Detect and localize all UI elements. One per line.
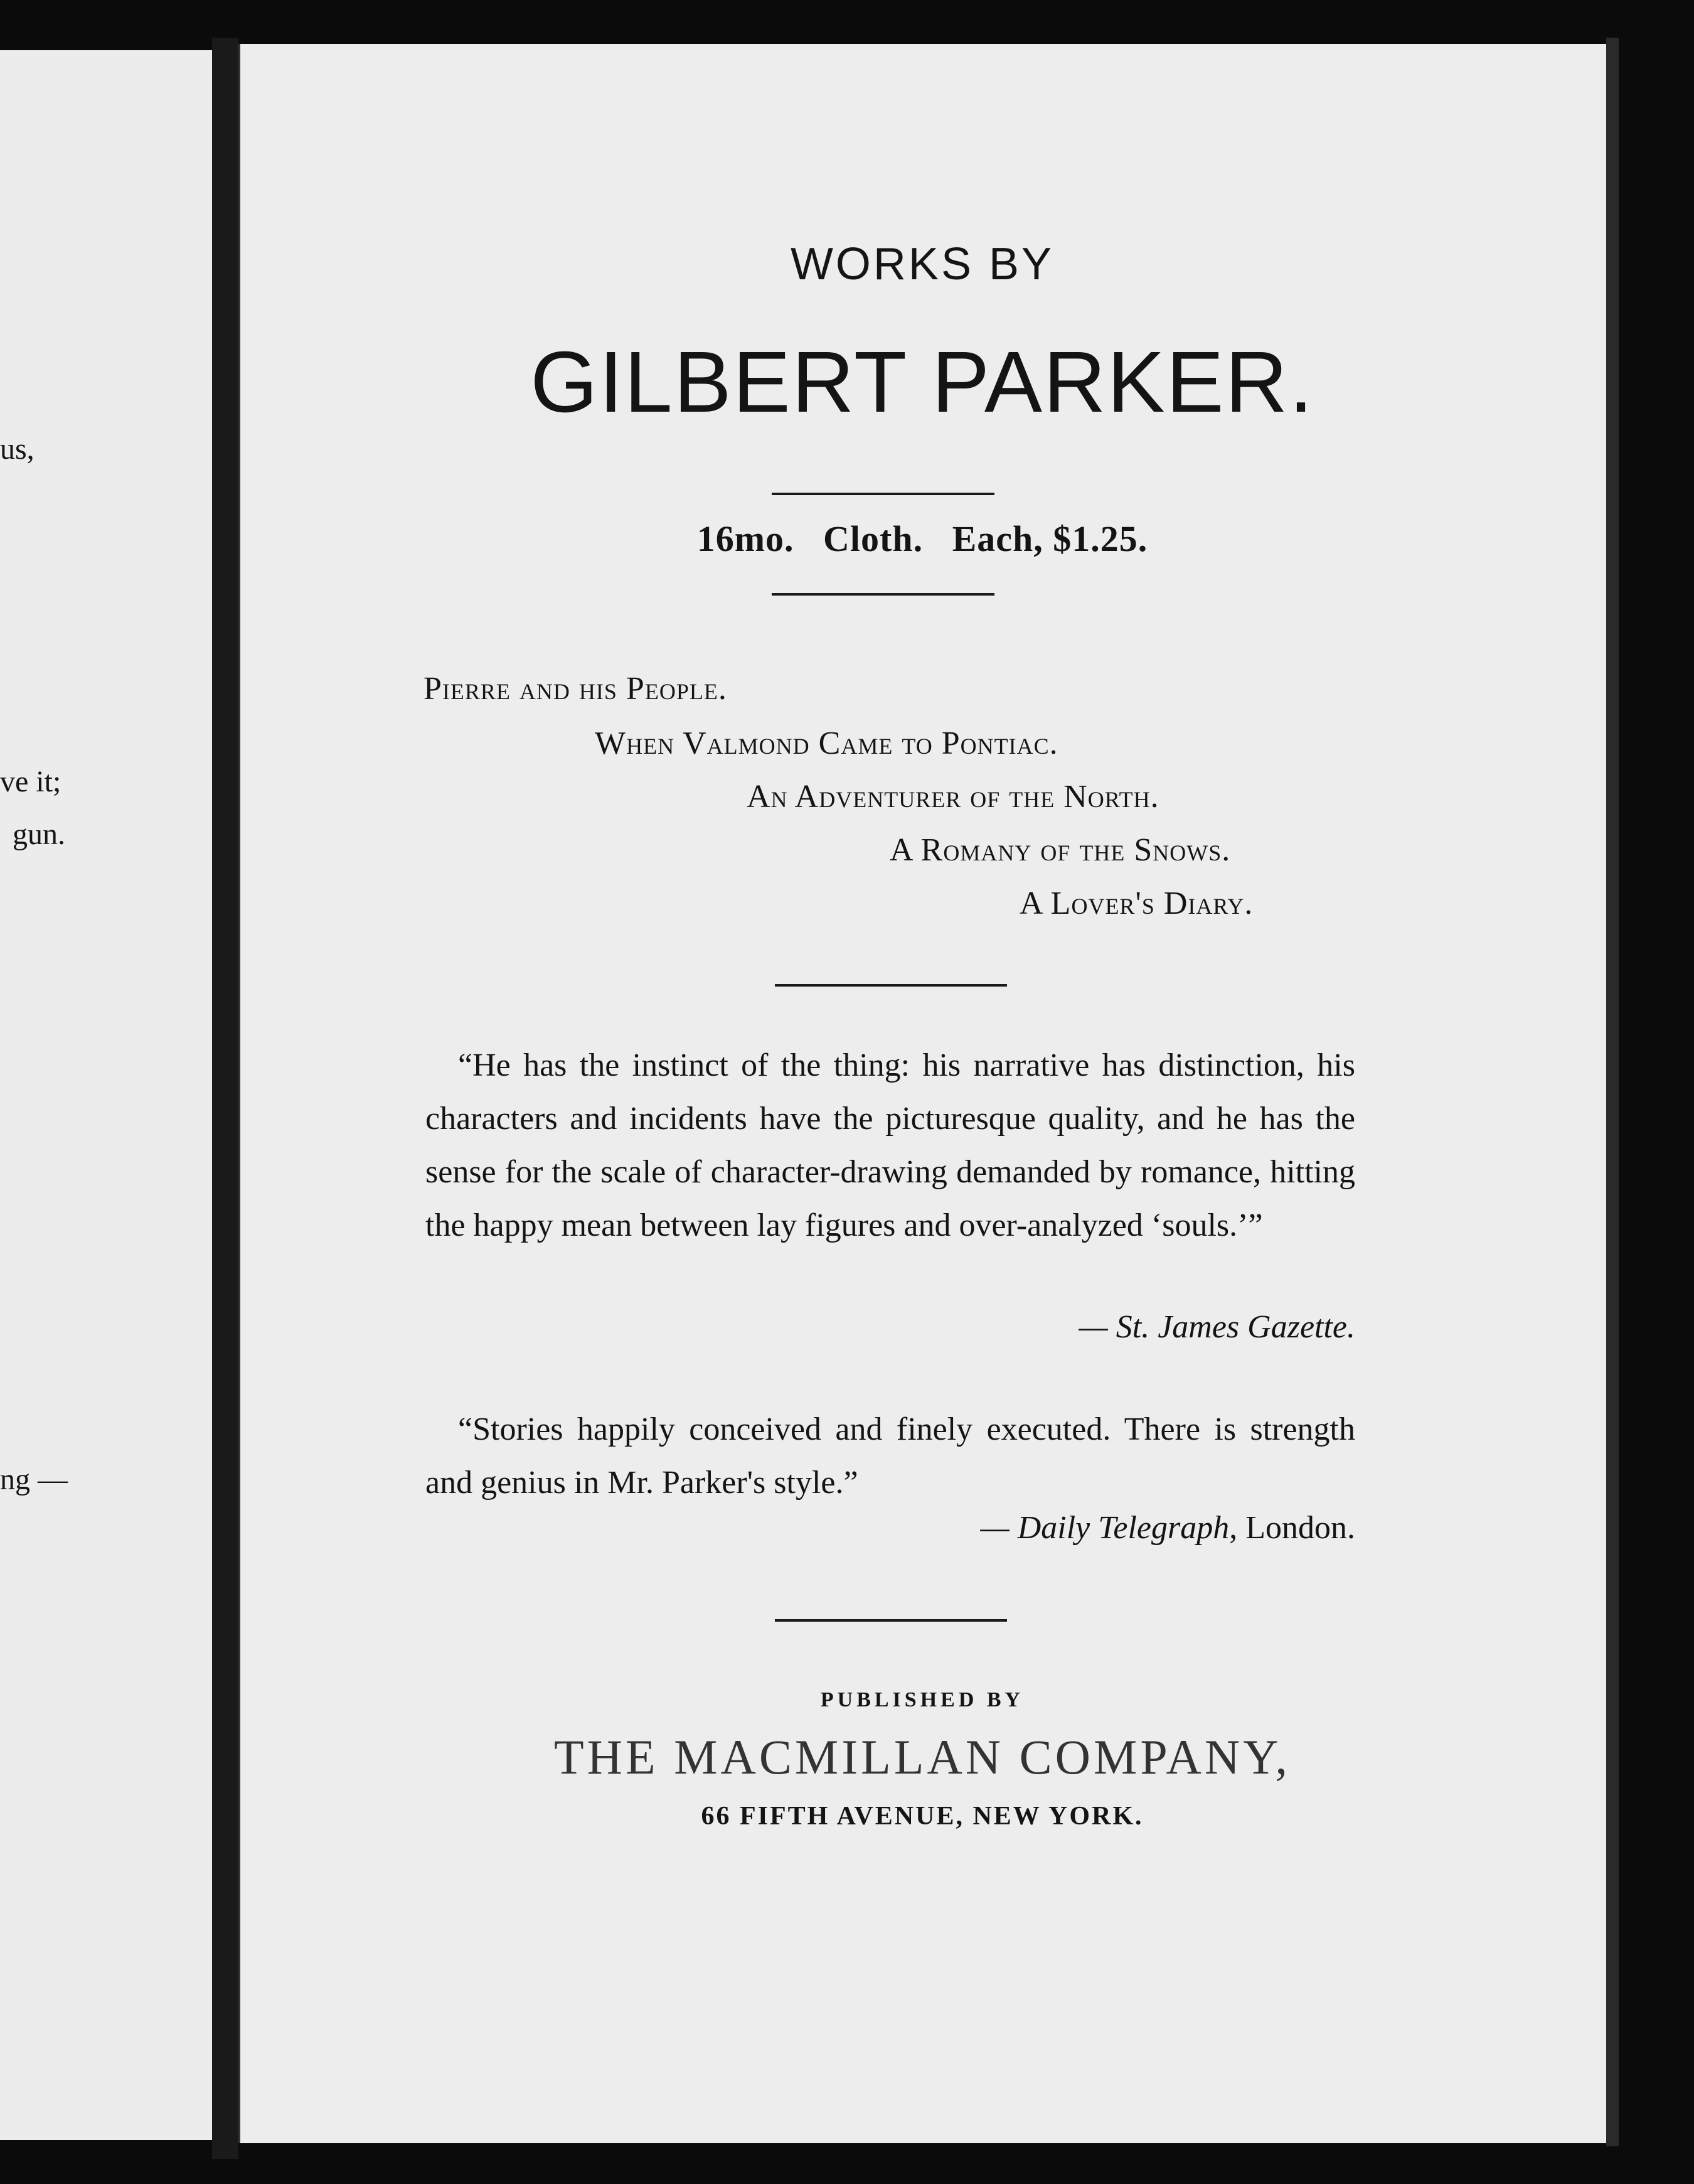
left-page-fragment: ng — <box>0 1463 68 1496</box>
divider <box>775 984 1007 987</box>
divider <box>772 493 994 495</box>
review-quote: “He has the instinct of the thing: his narrative has distinction, his characters and incidents have the picturesque quality, and he has the sense for the scale of character-drawing demanded by romance, hitting the happy mean between lay figures and over-analyzed ‘souls.’” <box>425 1047 1355 1243</box>
published-by-label: PUBLISHED BY <box>820 1688 1025 1711</box>
publisher-address: 66 FIFTH AVENUE, NEW YORK. <box>701 1802 1144 1831</box>
attribution-place: , London. <box>1229 1510 1355 1546</box>
book-title: When Valmond Came to Pontiac. <box>595 725 1058 761</box>
left-page <box>0 50 215 2140</box>
heading: WORKS BY <box>790 239 1055 289</box>
price-line: 16mo. Cloth. Each, $1.25. <box>696 518 1148 559</box>
author-name: GILBERT PARKER. <box>530 334 1314 431</box>
book-title: An Adventurer of the North. <box>747 779 1159 815</box>
attribution-source: — Daily Telegraph <box>980 1510 1230 1546</box>
book-gutter <box>212 38 238 2159</box>
left-page-fragment: ve it; <box>0 765 61 798</box>
left-page-fragment: us, <box>0 432 35 466</box>
book-title: Pierre and his People. <box>424 671 727 707</box>
review-quote: “Stories happily conceived and finely executed. There is strength and genius in Mr. Parker's style.” <box>425 1411 1355 1501</box>
review-attribution <box>980 1509 1355 1546</box>
book-title: A Lover's Diary. <box>1020 886 1254 921</box>
page-edge <box>1606 38 1619 2146</box>
book-title: A Romany of the Snows. <box>890 832 1231 868</box>
divider <box>772 593 994 596</box>
divider <box>775 1619 1007 1622</box>
publisher-name: THE MACMILLAN COMPANY, <box>554 1730 1291 1784</box>
review-attribution: — St. James Gazette. <box>1079 1309 1355 1345</box>
left-page-fragment: gun. <box>13 818 65 851</box>
